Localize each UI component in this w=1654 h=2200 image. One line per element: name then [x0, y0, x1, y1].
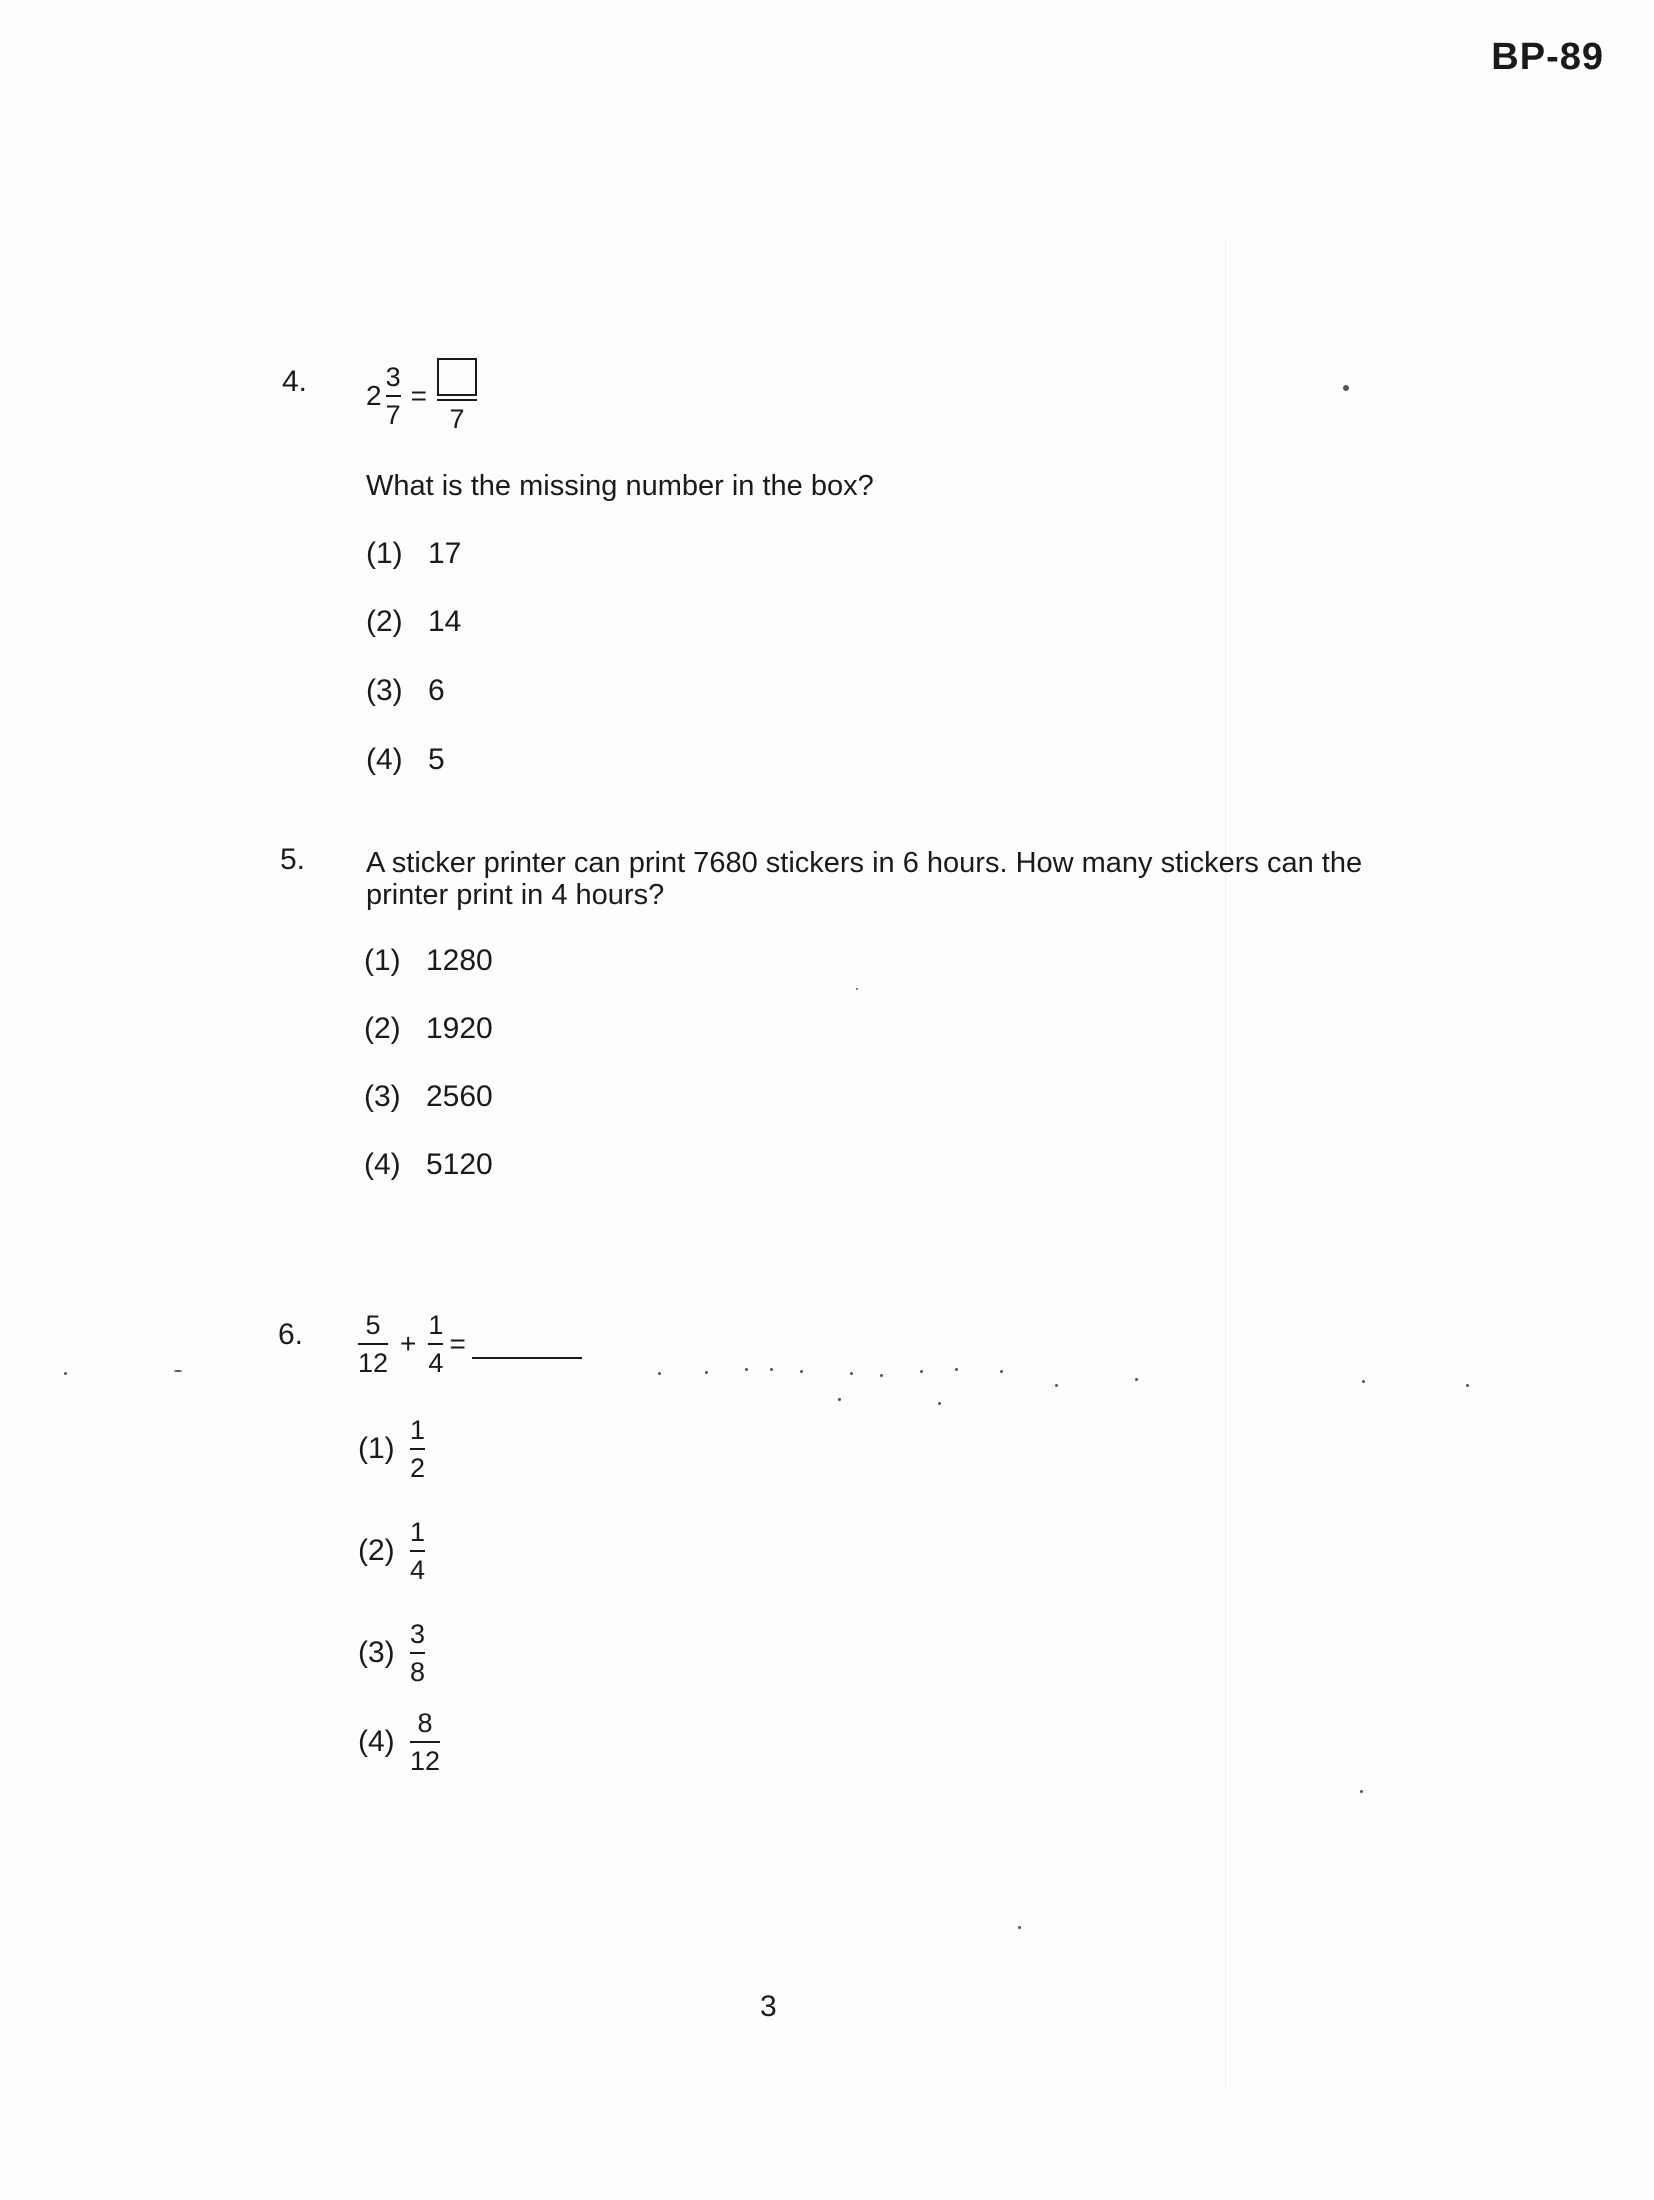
mixed-fraction [386, 362, 401, 430]
question-6-option-2: (2) $\frac{1}{4}$ [358, 1517, 426, 1585]
question-6-number: 6. [278, 1318, 304, 1351]
fraction-bar [358, 1343, 388, 1345]
scan-speck [955, 1368, 958, 1371]
scan-speck [1362, 1380, 1365, 1383]
question-6-option-3: (3) $\frac{3}{8}$ [358, 1619, 426, 1687]
question-5-option-4: (4) 5120 [364, 1148, 493, 1181]
scan-speck [745, 1368, 748, 1371]
fraction-numerator: 3 [385, 362, 401, 392]
scan-speck [856, 988, 858, 990]
fraction-numerator: 5 [365, 1310, 381, 1340]
fraction-bar [428, 1343, 443, 1345]
question-4-option-1: (1) 17 [366, 537, 462, 570]
box-fraction [437, 358, 477, 434]
question-4-option-4: (4) 5 [366, 743, 445, 776]
scan-speck [1343, 385, 1349, 391]
option-fraction: $\frac{1}{4}$ [410, 1517, 426, 1585]
question-4-option-3: (3) 6 [366, 674, 445, 707]
scan-speck [1360, 1790, 1363, 1793]
question-4-number: 4. [282, 365, 308, 398]
scan-speck [938, 1402, 941, 1405]
option-fraction: $\frac{3}{8}$ [410, 1619, 426, 1687]
scan-speck [1055, 1384, 1058, 1387]
scan-speck [838, 1398, 841, 1401]
question-6-option-1: (1) $\frac{1}{2}$ [358, 1415, 426, 1483]
answer-box [437, 358, 477, 396]
fraction-numerator: 1 [428, 1310, 444, 1340]
fraction-bar [437, 399, 477, 401]
question-5-prompt: A sticker printer can print 7680 stickers in 6 hours. How many stickers can the printer print in 4 hours? [366, 847, 1363, 911]
fraction-denominator: 7 [449, 404, 465, 434]
scan-speck [1466, 1384, 1469, 1387]
equals-sign: = [410, 380, 427, 411]
question-4-prompt: What is the missing number in the box? [366, 470, 874, 502]
document-code: BP-89 [1491, 36, 1604, 78]
answer-blank [472, 1357, 582, 1359]
addend-fraction-2 [428, 1310, 443, 1378]
scan-speck [1018, 1926, 1021, 1929]
scan-speck [64, 1372, 67, 1375]
equals-sign: = [449, 1328, 466, 1359]
plus-sign: + [400, 1328, 417, 1359]
fraction-denominator: 7 [385, 400, 401, 430]
scan-speck [850, 1372, 853, 1375]
scan-fold-line [1225, 240, 1226, 2090]
scan-speck [1000, 1370, 1003, 1373]
fraction-denominator: 12 [358, 1348, 389, 1378]
page-number: 3 [760, 1990, 777, 2023]
question-5-option-2: (2) 1920 [364, 1012, 493, 1045]
scan-speck [705, 1371, 708, 1374]
question-6-equation [358, 1310, 582, 1378]
option-fraction: $\frac{1}{2}$ [410, 1415, 426, 1483]
fraction-denominator: 4 [428, 1348, 444, 1378]
fraction-bar [386, 395, 401, 397]
scan-speck [880, 1374, 883, 1377]
scan-speck [1135, 1378, 1138, 1381]
addend-fraction-1 [358, 1310, 388, 1378]
scan-speck [920, 1370, 923, 1373]
scan-speck [770, 1368, 773, 1371]
question-5-option-3: (3) 2560 [364, 1080, 493, 1113]
question-5-option-1: (1) 1280 [364, 944, 493, 977]
option-fraction: $\frac{8}{12}$ [410, 1708, 441, 1776]
question-5-number: 5. [280, 843, 306, 876]
scan-speck [658, 1372, 661, 1375]
scan-speck [174, 1370, 182, 1372]
mixed-whole: 2 [366, 380, 382, 411]
question-6-option-4: (4) $\frac{8}{12}$ [358, 1708, 441, 1776]
scan-speck [800, 1370, 803, 1373]
question-4-equation [366, 358, 477, 434]
question-4-option-2: (2) 14 [366, 605, 462, 638]
